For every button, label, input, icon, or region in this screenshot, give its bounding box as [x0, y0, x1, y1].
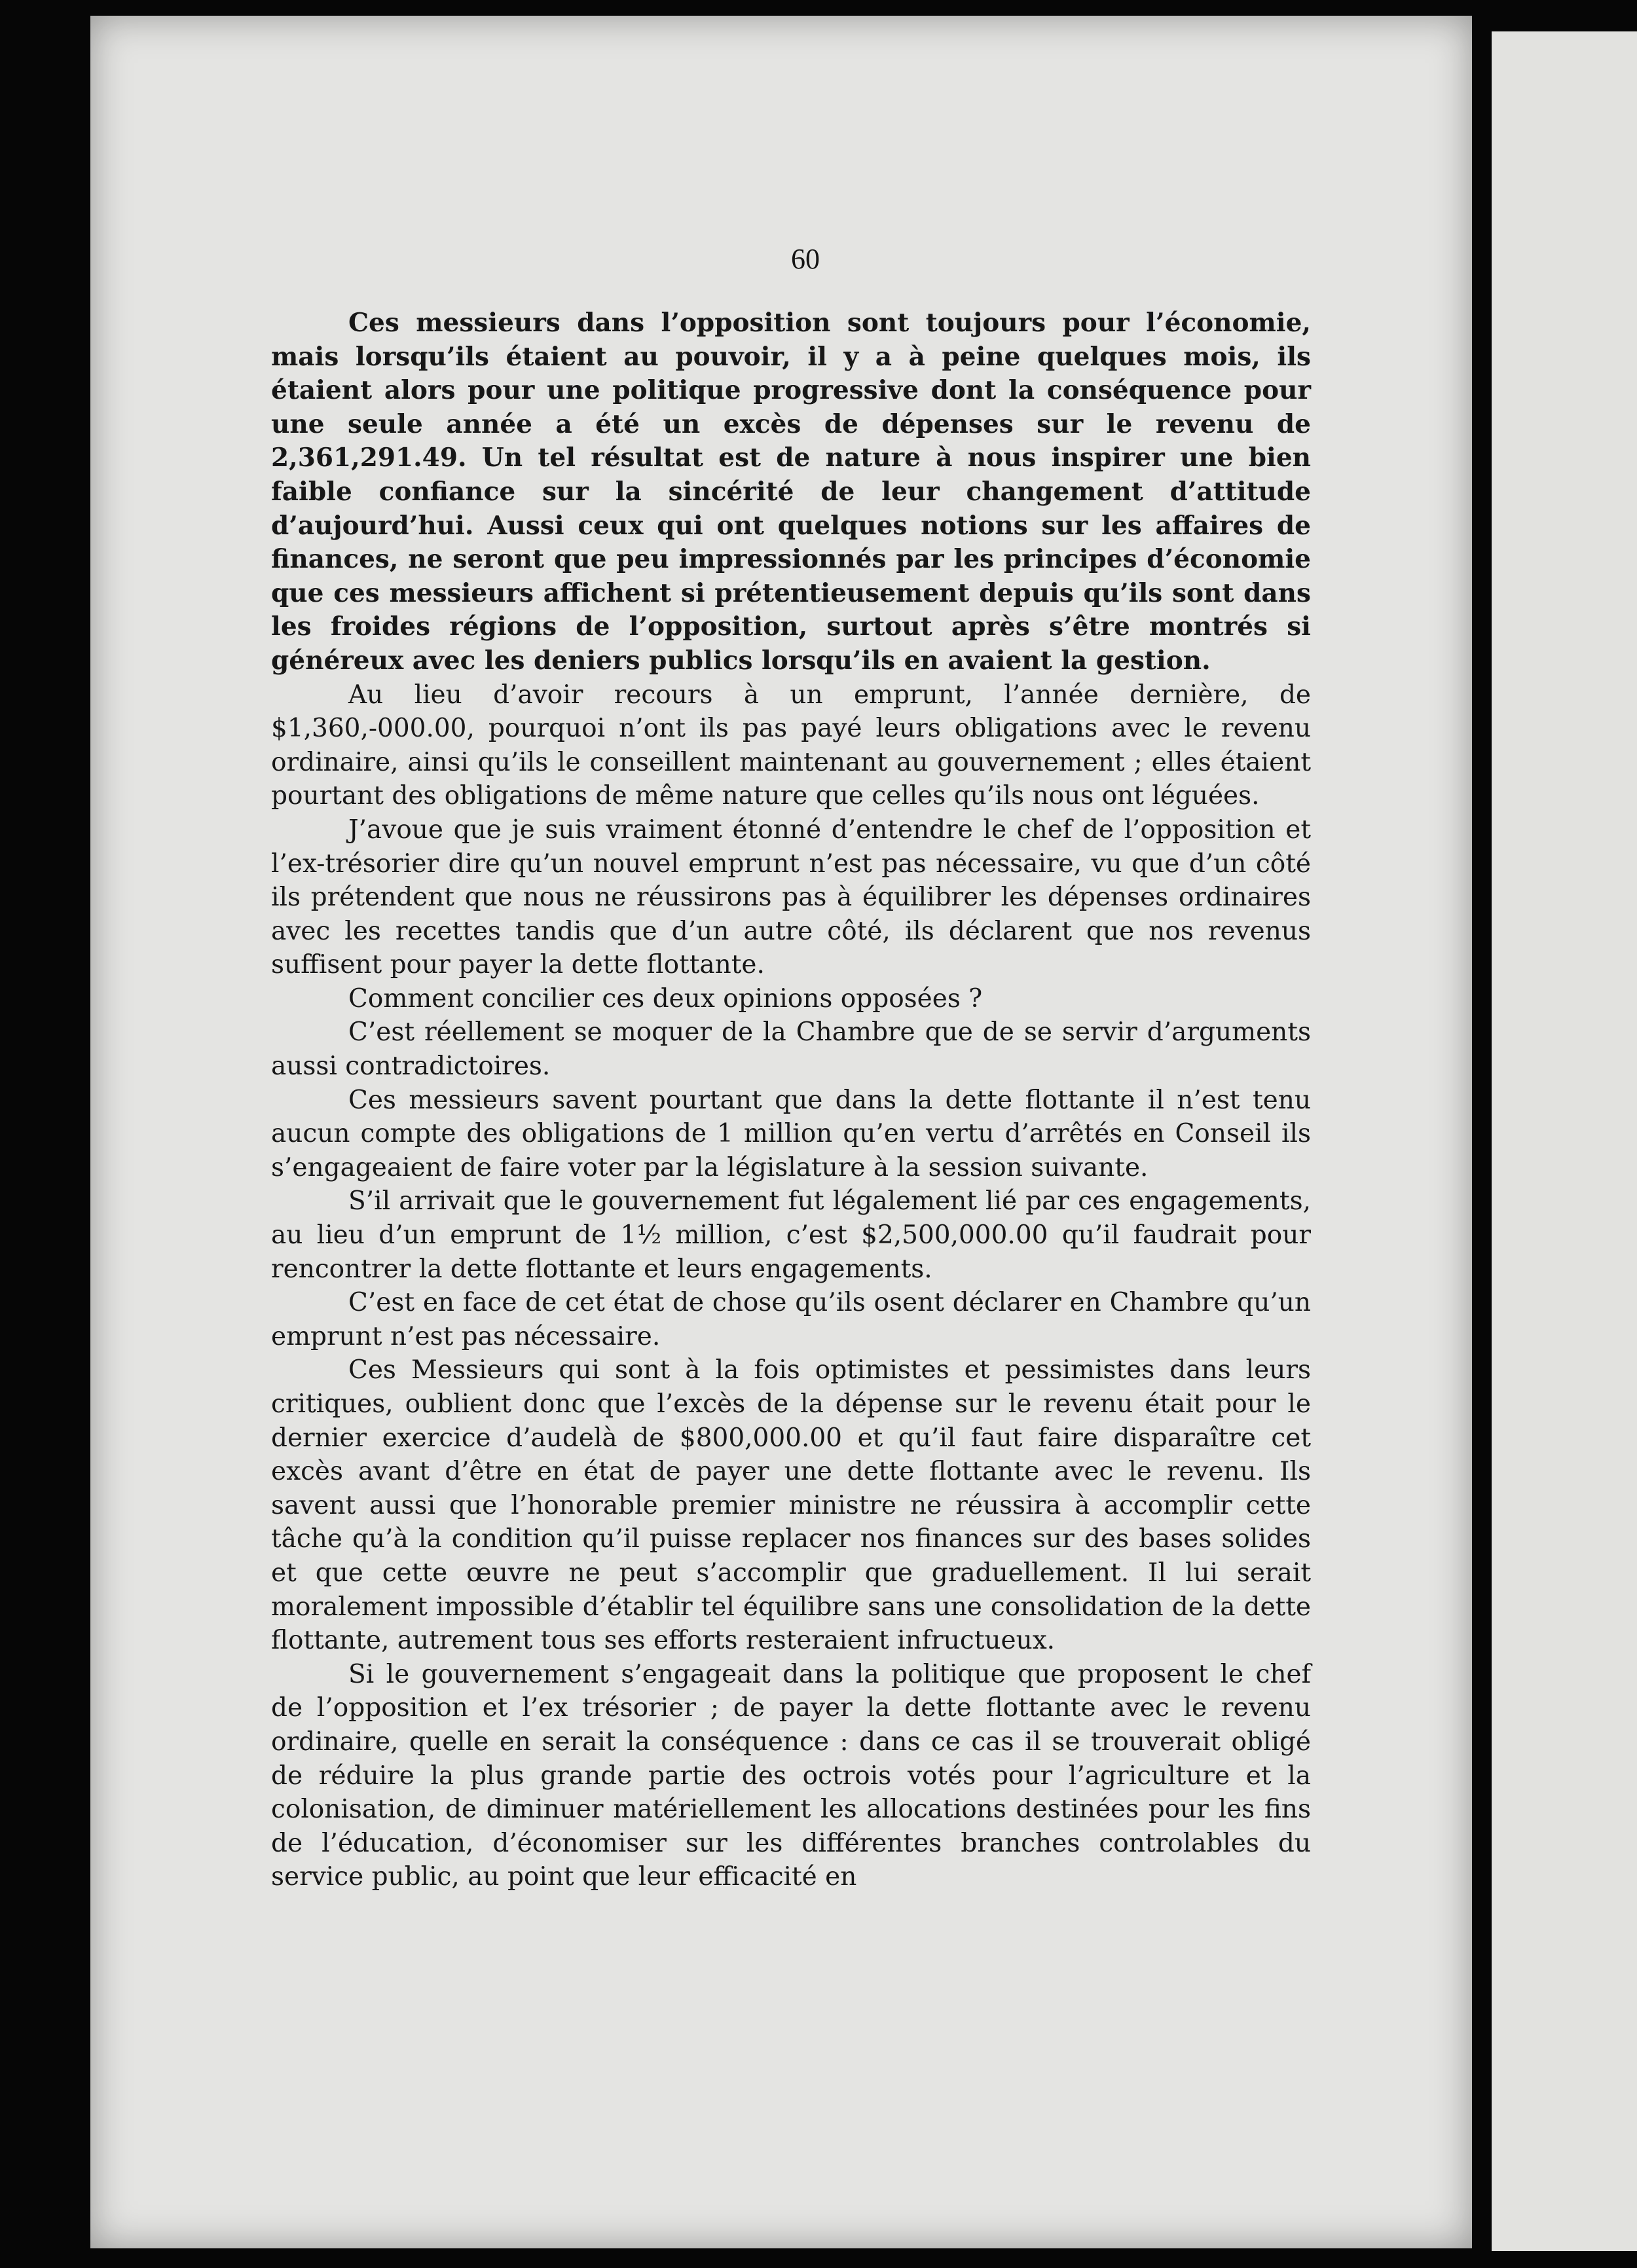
paragraph: J’avoue que je suis vraiment étonné d’entendre le chef de l’opposition et l’ex-trésorier dire qu’un nouvel emprunt n’est pas nécessaire, vu que d’un côté ils prétendent que nous ne réussirons pas à équilibrer les dépenses ordinaires avec les recettes tandis que d’un autre côté, ils déclarent que nos revenus suffisent pour payer la dette flottante. — [271, 814, 1311, 980]
paragraph: Au lieu d’avoir recours à un emprunt, l’année dernière, de $1,360,-000.00, pourquoi n’ont ils pas payé leurs obligations avec le revenu ordinaire, ainsi qu’ils le conseillent maintenant au gouvernement ; elles étaient pourtant des obligations de même nature que celles qu’ils nous ont léguées. — [271, 680, 1311, 811]
paragraph: Ces messieurs savent pourtant que dans la dette flottante il n’est tenu aucun compte des obligations de 1 million qu’en vertu d’arrêtés en Conseil ils s’engageaient de faire voter par la législature à la session suivante. — [271, 1085, 1311, 1182]
paragraph: C’est réellement se moquer de la Chambre que de se servir d’arguments aussi contradictoires. — [271, 1017, 1311, 1082]
binding-gutter — [1472, 0, 1492, 2268]
body-text — [271, 306, 1311, 1894]
paragraph: Si le gouvernement s’engageait dans la politique que proposent le chef de l’opposition et l’ex trésorier ; de payer la dette flottante avec le revenu ordinaire, quelle en serait la conséquence : dans ce cas il se trouverait obligé de réduire la plus grande partie des octrois votés pour l’agriculture et la colonisation, de diminuer matériellement les allocations destinées pour les fins de l’éducation, d’économiser sur les différentes branches controlables du service public, au point que leur efficacité en — [271, 1659, 1311, 1892]
page-number: 60 — [791, 243, 820, 275]
paragraph: C’est en face de cet état de chose qu’ils osent déclarer en Chambre qu’un emprunt n’est pas nécessaire. — [271, 1288, 1311, 1351]
paragraph: Ces messieurs dans l’opposition sont toujours pour l’économie, mais lorsqu’ils étaient au pouvoir, il y a à peine quelques mois, ils étaient alors pour une politique progressive dont la conséquence pour une seule année a été un excès de dépenses sur le revenu de 2,361,291.49. Un tel résultat est de nature à nous inspirer une bien faible confiance sur la sincérité de leur changement d’attitude d’aujourd’hui. Aussi ceux qui ont quelques notions sur les affaires de finances, ne seront que peu impressionnés par les principes d’économie que ces messieurs affichent si prétentieusement depuis qu’ils sont dans les froides régions de l’opposition, surtout après s’être montrés si généreux avec les deniers publics lorsqu’ils en avaient la gestion. — [271, 308, 1311, 676]
paragraph: S’il arrivait que le gouvernement fut légalement lié par ces engagements, au lieu d’un emprunt de 1½ million, c’est $2,500,000.00 qu’il faudrait pour rencontrer la dette flottante et leurs engagements. — [271, 1186, 1311, 1284]
paragraph: Ces Messieurs qui sont à la fois optimistes et pessimistes dans leurs critiques, oublient donc que l’excès de la dépense sur le revenu était pour le dernier exercice d’audelà de $800,000.00 et qu’il faut faire disparaître cet excès avant d’être en état de payer une dette flottante avec le revenu. Ils savent aussi que l’honorable premier ministre ne réussira à accomplir cette tâche qu’à la condition qu’il puisse replacer nos finances sur des bases solides et que cette œuvre ne peut s’accomplir que graduellement. Il lui serait moralement impossible d’établir tel équilibre sans une consolidation de la dette flottante, autrement tous ses efforts resteraient infructueux. — [271, 1355, 1311, 1656]
paragraph: Comment concilier ces deux opinions opposées ? — [348, 983, 983, 1014]
facing-page-edge — [1492, 31, 1637, 2251]
